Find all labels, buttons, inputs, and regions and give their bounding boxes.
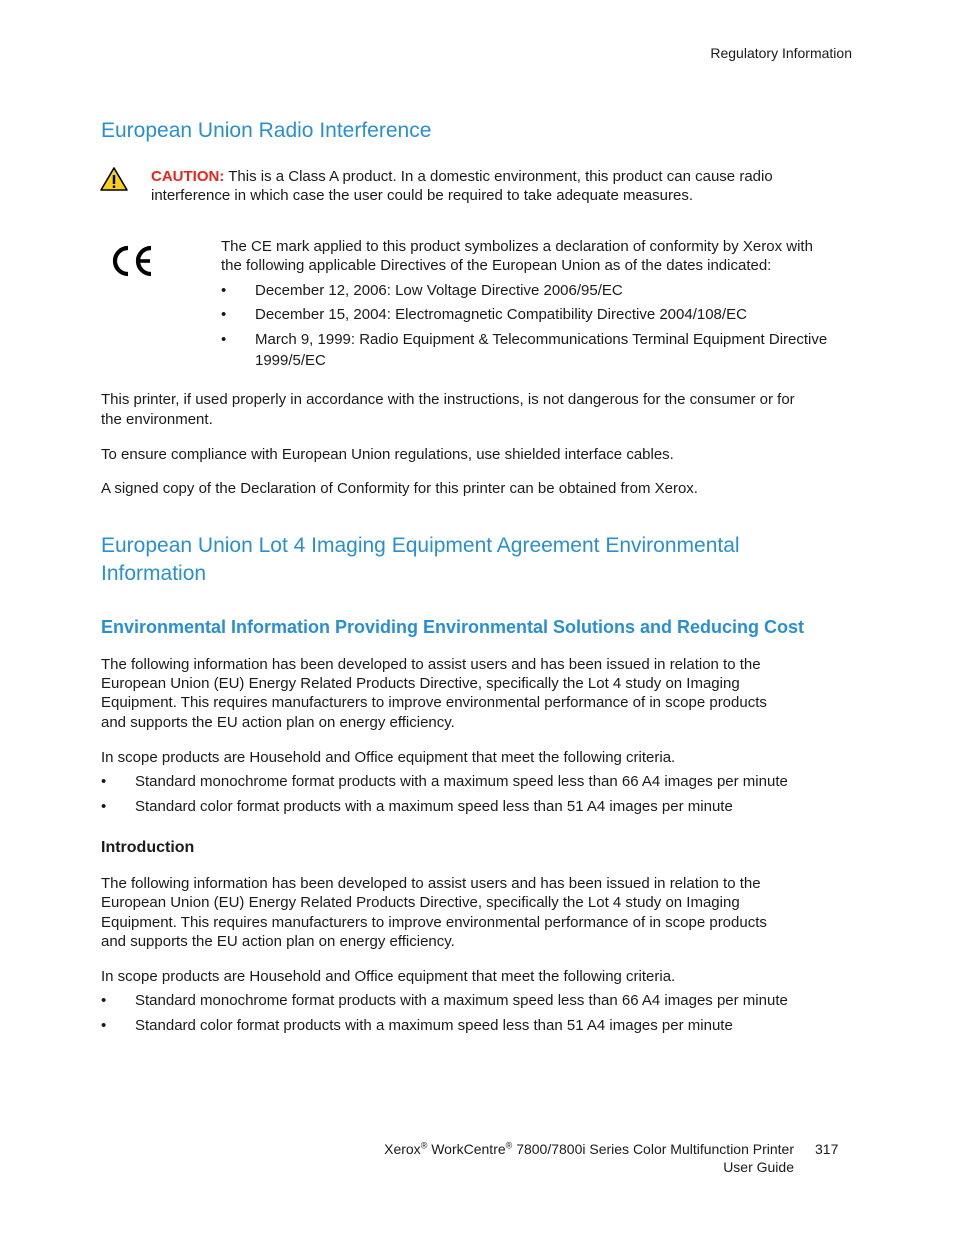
list-item: • March 9, 1999: Radio Equipment & Telecommunications Terminal Equipment Directive 1999/5/EC <box>221 331 828 369</box>
bullet-icon: • <box>221 331 227 348</box>
bullet-icon: • <box>101 798 107 815</box>
bullet-icon: • <box>221 306 227 323</box>
ce-intro-line2: the following applicable Directives of the European Union as of the dates indicated: <box>221 257 772 274</box>
list-item: • December 12, 2006: Low Voltage Directive 2006/95/EC <box>221 282 623 299</box>
paragraph-line: The following information has been developed to assist users and has been issued in relation to the <box>101 875 761 892</box>
paragraph-line: Equipment. This requires manufacturers to improve environmental performance of in scope products <box>101 914 767 931</box>
caution-text-line2: interference in which case the user could be required to take adequate measures. <box>151 187 693 204</box>
paragraph-declaration: A signed copy of the Declaration of Conformity for this printer can be obtained from Xerox. <box>101 480 698 497</box>
ce-intro-line1: The CE mark applied to this product symbolizes a declaration of conformity by Xerox with <box>221 238 813 255</box>
list-item: • Standard monochrome format products with a maximum speed less than 66 A4 images per minute <box>101 773 788 790</box>
caution-label: CAUTION: <box>151 168 225 185</box>
list-item: • Standard monochrome format products with a maximum speed less than 66 A4 images per minute <box>101 992 788 1009</box>
paragraph-safe-use-line1: This printer, if used properly in accordance with the instructions, is not dangerous for the consumer or for <box>101 391 795 408</box>
warning-icon <box>99 166 129 192</box>
running-header: Regulatory Information <box>710 45 852 61</box>
footer-guide: User Guide <box>723 1159 794 1175</box>
paragraph-line: and supports the EU action plan on energy efficiency. <box>101 933 455 950</box>
bullet-icon: • <box>101 1017 107 1034</box>
bullet-icon: • <box>101 773 107 790</box>
scope-intro: In scope products are Household and Office equipment that meet the following criteria. <box>101 749 676 766</box>
section-title-lot4-line2: Information <box>101 562 207 585</box>
paragraph-line: European Union (EU) Energy Related Products Directive, specifically the Lot 4 study on Imaging <box>101 675 740 692</box>
paragraph-safe-use-line2: the environment. <box>101 411 213 428</box>
bullet-icon: • <box>101 992 107 1009</box>
paragraph-line: European Union (EU) Energy Related Products Directive, specifically the Lot 4 study on Imaging <box>101 894 740 911</box>
paragraph-line: and supports the EU action plan on energy efficiency. <box>101 714 455 731</box>
section-title-lot4-line1: European Union Lot 4 Imaging Equipment Agreement Environmental <box>101 534 740 557</box>
bullet-icon: • <box>221 282 227 299</box>
paragraph-shielded-cables: To ensure compliance with European Union regulations, use shielded interface cables. <box>101 446 674 463</box>
footer-product-line: Xerox® WorkCentre® 7800/7800i Series Color Multifunction Printer <box>384 1140 794 1157</box>
page-number: 317 <box>815 1141 839 1157</box>
list-item: • Standard color format products with a maximum speed less than 51 A4 images per minute <box>101 1017 733 1034</box>
paragraph-line: The following information has been developed to assist users and has been issued in relation to the <box>101 656 761 673</box>
introduction-heading: Introduction <box>101 839 195 856</box>
paragraph-line: Equipment. This requires manufacturers to improve environmental performance of in scope products <box>101 694 767 711</box>
ce-mark-icon <box>108 244 154 278</box>
scope-intro: In scope products are Household and Office equipment that meet the following criteria. <box>101 968 676 985</box>
list-item: • Standard color format products with a maximum speed less than 51 A4 images per minute <box>101 798 733 815</box>
list-item: • December 15, 2004: Electromagnetic Compatibility Directive 2004/108/EC <box>221 306 747 323</box>
section-title-radio-interference: European Union Radio Interference <box>101 119 432 142</box>
subsection-title: Environmental Information Providing Environmental Solutions and Reducing Cost <box>101 617 805 637</box>
caution-text-line1: CAUTION: This is a Class A product. In a domestic environment, this product can cause radio <box>151 168 773 185</box>
